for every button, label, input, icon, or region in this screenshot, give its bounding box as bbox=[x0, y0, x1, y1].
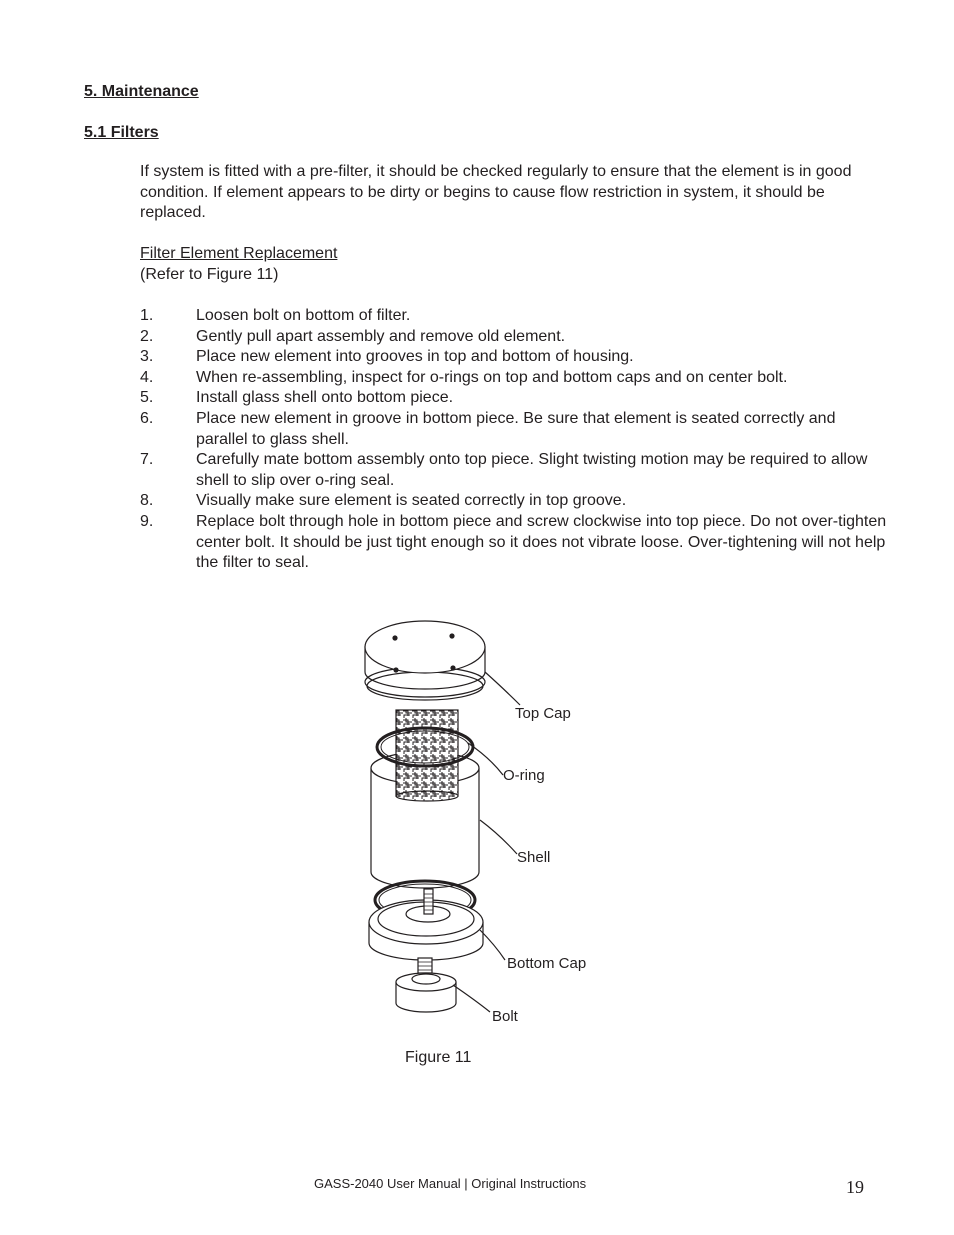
subsection-title: 5.1 Filters bbox=[84, 124, 159, 141]
bolt-shape bbox=[396, 958, 456, 1012]
footer-text: GASS-2040 User Manual | Original Instructions bbox=[314, 1176, 587, 1191]
procedure-reference: (Refer to Figure 11) bbox=[140, 266, 279, 283]
procedure-title: Filter Element Replacement bbox=[140, 245, 338, 262]
bottom-cap-shape bbox=[369, 889, 483, 960]
filter-exploded-diagram bbox=[340, 610, 620, 1040]
label-bottom-cap: Bottom Cap bbox=[507, 955, 587, 972]
intro-paragraph: If system is fitted with a pre-filter, it should be checked regularly to ensure that the element is in good condition. If element appears to be dirty or begins to cause flow restriction in system, it should be replaced. bbox=[140, 163, 852, 221]
figure-caption: Figure 11 bbox=[405, 1049, 472, 1066]
page-number: 19 bbox=[846, 1177, 864, 1197]
section-title: 5. Maintenance bbox=[84, 83, 199, 100]
filter-element-shape bbox=[396, 710, 458, 801]
label-o-ring: O-ring bbox=[503, 767, 545, 784]
top-cap-shape bbox=[365, 621, 485, 700]
label-bolt: Bolt bbox=[492, 1008, 518, 1025]
label-shell: Shell bbox=[517, 849, 551, 866]
label-top-cap: Top Cap bbox=[515, 705, 571, 722]
